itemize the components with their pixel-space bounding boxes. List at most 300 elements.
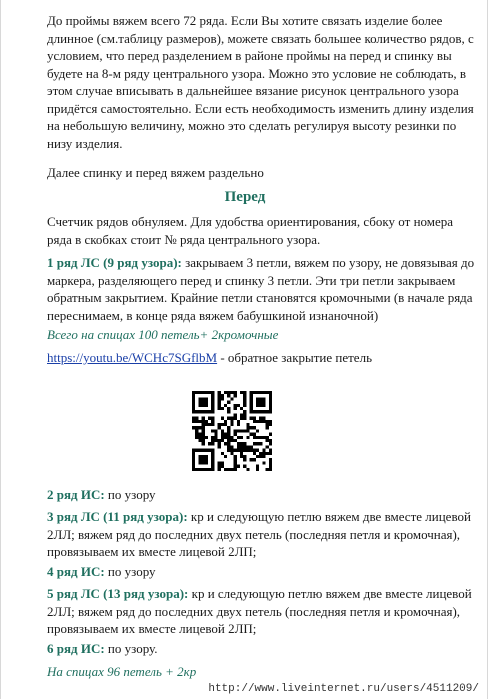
- qr-module: [227, 410, 230, 413]
- row-6-label: 6 ряд ИС:: [47, 641, 105, 656]
- qr-module: [218, 401, 221, 404]
- qr-module: [214, 439, 217, 442]
- qr-module: [259, 455, 262, 458]
- qr-module: [208, 468, 211, 471]
- qr-module: [224, 404, 227, 407]
- qr-module: [266, 423, 269, 426]
- qr-module: [224, 423, 227, 426]
- qr-module: [269, 439, 272, 442]
- qr-module: [202, 449, 205, 452]
- qr-module: [218, 397, 221, 400]
- qr-module: [262, 417, 265, 420]
- qr-module: [227, 442, 230, 445]
- qr-module: [227, 449, 230, 452]
- qr-module: [198, 449, 201, 452]
- qr-module: [256, 410, 259, 413]
- qr-module: [192, 426, 195, 429]
- qr-module: [230, 436, 233, 439]
- qr-module: [227, 445, 230, 448]
- qr-module: [269, 465, 272, 468]
- watermark-url: http://www.liveinternet.ru/users/4511209/: [208, 683, 479, 695]
- qr-module: [218, 426, 221, 429]
- qr-module: [259, 391, 262, 394]
- qr-module: [192, 397, 195, 400]
- qr-module: [243, 458, 246, 461]
- qr-module: [250, 397, 253, 400]
- qr-module: [259, 417, 262, 420]
- qr-module: [240, 455, 243, 458]
- qr-module: [208, 417, 211, 420]
- qr-module: [198, 420, 201, 423]
- qr-module: [243, 391, 246, 394]
- qr-module: [211, 429, 214, 432]
- qr-module: [205, 391, 208, 394]
- qr-module: [246, 426, 249, 429]
- qr-module: [234, 413, 237, 416]
- qr-module: [243, 413, 246, 416]
- qr-module: [230, 439, 233, 442]
- qr-module: [211, 420, 214, 423]
- qr-module: [269, 458, 272, 461]
- qr-module: [227, 391, 230, 394]
- qr-module: [269, 391, 272, 394]
- qr-module: [227, 439, 230, 442]
- qr-module: [250, 407, 253, 410]
- qr-module: [266, 452, 269, 455]
- qr-module: [227, 429, 230, 432]
- qr-module: [198, 426, 201, 429]
- qr-module: [240, 445, 243, 448]
- qr-module: [205, 449, 208, 452]
- qr-module: [192, 417, 195, 420]
- qr-module: [211, 442, 214, 445]
- qr-module: [218, 445, 221, 448]
- qr-module: [205, 420, 208, 423]
- qr-module: [269, 468, 272, 471]
- qr-module: [198, 410, 201, 413]
- qr-module: [269, 452, 272, 455]
- qr-module: [198, 439, 201, 442]
- qr-module: [202, 410, 205, 413]
- qr-module: [269, 423, 272, 426]
- qr-module: [234, 458, 237, 461]
- qr-module: [246, 449, 249, 452]
- qr-module: [202, 442, 205, 445]
- qr-module: [250, 401, 253, 404]
- qr-module: [192, 449, 195, 452]
- qr-module: [237, 429, 240, 432]
- qr-module: [205, 401, 208, 404]
- qr-module: [253, 410, 256, 413]
- qr-module: [195, 417, 198, 420]
- row-1-text: закрываем 3 петли, вяжем по узору, не довязывая до маркера, разделяющего перед и спинку 3 петли. Эти три петли закрываем обратным закрытием. Крайние петли становятся кромочными (в начале ряда переснимаем, в конце ряда вяжем бабушкиной изнаночной): [47, 255, 475, 323]
- qr-module: [198, 455, 201, 458]
- qr-module: [202, 468, 205, 471]
- qr-module: [208, 449, 211, 452]
- row-6-text: по узору.: [104, 641, 158, 656]
- qr-module: [208, 423, 211, 426]
- qr-module: [202, 455, 205, 458]
- qr-module: [240, 413, 243, 416]
- qr-module: [266, 445, 269, 448]
- qr-module: [227, 401, 230, 404]
- qr-module: [250, 445, 253, 448]
- qr-module: [198, 436, 201, 439]
- video-link-line: [47, 349, 479, 367]
- qr-module: [250, 417, 253, 420]
- qr-module: [224, 433, 227, 436]
- qr-module: [234, 429, 237, 432]
- qr-module: [202, 423, 205, 426]
- qr-module: [224, 468, 227, 471]
- qr-module: [218, 465, 221, 468]
- qr-module: [211, 465, 214, 468]
- qr-module: [192, 458, 195, 461]
- row-4-label: 4 ряд ИС:: [47, 564, 105, 579]
- qr-module: [205, 404, 208, 407]
- qr-module: [192, 410, 195, 413]
- qr-module: [243, 429, 246, 432]
- qr-module: [230, 391, 233, 394]
- qr-module: [262, 461, 265, 464]
- qr-module: [202, 439, 205, 442]
- qr-module: [237, 420, 240, 423]
- qr-module: [243, 455, 246, 458]
- qr-module: [198, 391, 201, 394]
- qr-module: [211, 436, 214, 439]
- qr-module: [211, 397, 214, 400]
- qr-module: [230, 417, 233, 420]
- qr-module: [256, 465, 259, 468]
- qr-module: [211, 461, 214, 464]
- qr-module: [192, 407, 195, 410]
- qr-module: [211, 401, 214, 404]
- qr-module: [221, 407, 224, 410]
- qr-module: [211, 455, 214, 458]
- qr-module: [221, 397, 224, 400]
- qr-module: [262, 452, 265, 455]
- qr-module: [243, 404, 246, 407]
- qr-module: [269, 397, 272, 400]
- qr-module: [243, 401, 246, 404]
- qr-module: [240, 442, 243, 445]
- qr-module: [234, 391, 237, 394]
- row-2-text: по узору: [104, 487, 156, 502]
- qr-module: [211, 391, 214, 394]
- qr-module: [243, 410, 246, 413]
- qr-module: [266, 439, 269, 442]
- qr-module: [218, 404, 221, 407]
- qr-module: [269, 442, 272, 445]
- qr-module: [195, 433, 198, 436]
- separate-note: Далее спинку и перед вяжем раздельно: [47, 165, 264, 180]
- qr-module: [211, 417, 214, 420]
- qr-module: [198, 458, 201, 461]
- qr-module: [205, 410, 208, 413]
- qr-module: [230, 397, 233, 400]
- row-4: [47, 563, 479, 581]
- qr-module: [250, 394, 253, 397]
- qr-module: [256, 449, 259, 452]
- qr-module: [262, 391, 265, 394]
- qr-module: [262, 449, 265, 452]
- qr-module: [195, 468, 198, 471]
- qr-module: [237, 465, 240, 468]
- qr-module: [269, 433, 272, 436]
- total-stitches-2: На спицах 96 петель + 2кр: [47, 664, 197, 679]
- qr-module: [227, 417, 230, 420]
- qr-module: [227, 468, 230, 471]
- qr-module: [256, 442, 259, 445]
- qr-module: [262, 455, 265, 458]
- row-5-text: кр и следующую петлю вяжем две вместе лицевой 2ЛЛ; вяжем ряд до последних двух петель (последняя петля и кромочная), провязываем их вместе лицевой 2ЛП;: [47, 586, 472, 636]
- qr-module: [211, 449, 214, 452]
- qr-module: [230, 445, 233, 448]
- qr-module: [240, 391, 243, 394]
- qr-module: [234, 449, 237, 452]
- qr-module: [208, 442, 211, 445]
- qr-module: [211, 423, 214, 426]
- qr-module: [240, 436, 243, 439]
- qr-module: [237, 445, 240, 448]
- qr-module: [205, 423, 208, 426]
- qr-module: [256, 420, 259, 423]
- qr-module: [202, 401, 205, 404]
- qr-module: [195, 420, 198, 423]
- qr-module: [195, 426, 198, 429]
- qr-module: [256, 401, 259, 404]
- qr-module: [221, 429, 224, 432]
- qr-module: [237, 404, 240, 407]
- qr-module: [230, 468, 233, 471]
- qr-module: [262, 404, 265, 407]
- qr-module: [240, 452, 243, 455]
- qr-module: [211, 404, 214, 407]
- qr-module: [218, 461, 221, 464]
- row-1-label: 1 ряд ЛС (9 ряд узора):: [47, 255, 182, 270]
- qr-module: [224, 455, 227, 458]
- qr-module: [195, 429, 198, 432]
- qr-module: [253, 452, 256, 455]
- qr-module: [246, 436, 249, 439]
- qr-module: [253, 433, 256, 436]
- qr-module: [192, 420, 195, 423]
- qr-module: [243, 397, 246, 400]
- qr-module: [269, 449, 272, 452]
- qr-module: [250, 391, 253, 394]
- qr-module: [246, 445, 249, 448]
- qr-module: [266, 391, 269, 394]
- qr-module: [234, 461, 237, 464]
- qr-module: [224, 442, 227, 445]
- qr-module: [253, 442, 256, 445]
- qr-module: [198, 433, 201, 436]
- row-4-text: по узору: [104, 564, 156, 579]
- qr-module: [234, 404, 237, 407]
- qr-module: [266, 468, 269, 471]
- qr-module: [198, 397, 201, 400]
- qr-module: [202, 426, 205, 429]
- qr-module: [202, 433, 205, 436]
- qr-module: [259, 420, 262, 423]
- qr-module: [195, 449, 198, 452]
- video-link-description: - обратное закрытие петель: [217, 350, 372, 365]
- qr-module: [221, 423, 224, 426]
- qr-module: [221, 439, 224, 442]
- row-6: [47, 640, 479, 658]
- qr-module: [205, 458, 208, 461]
- total-stitches-1: Всего на спицах 100 петель+ 2кромочные: [47, 327, 279, 342]
- qr-module: [230, 423, 233, 426]
- qr-module: [269, 410, 272, 413]
- qr-module: [266, 436, 269, 439]
- row-1: [47, 254, 479, 324]
- qr-module: [256, 455, 259, 458]
- qr-module: [221, 417, 224, 420]
- qr-module: [224, 391, 227, 394]
- qr-module: [240, 429, 243, 432]
- qr-module: [234, 465, 237, 468]
- qr-module: [269, 394, 272, 397]
- qr-module: [237, 442, 240, 445]
- qr-module: [230, 452, 233, 455]
- qr-module: [224, 420, 227, 423]
- qr-module: [266, 426, 269, 429]
- qr-module: [262, 397, 265, 400]
- qr-module: [243, 465, 246, 468]
- qr-module: [195, 391, 198, 394]
- qr-module: [192, 394, 195, 397]
- qr-module: [218, 391, 221, 394]
- qr-module: [259, 452, 262, 455]
- qr-module: [256, 397, 259, 400]
- qr-module: [224, 436, 227, 439]
- qr-module: [246, 423, 249, 426]
- qr-module: [253, 458, 256, 461]
- qr-module: [198, 404, 201, 407]
- qr-module: [230, 420, 233, 423]
- qr-module: [259, 401, 262, 404]
- qr-module: [250, 410, 253, 413]
- qr-module: [269, 461, 272, 464]
- qr-module: [259, 436, 262, 439]
- qr-module: [227, 436, 230, 439]
- qr-module: [218, 394, 221, 397]
- row-5-label: 5 ряд ЛС (13 ряд узора):: [47, 586, 189, 601]
- qr-module: [221, 461, 224, 464]
- qr-module: [211, 394, 214, 397]
- qr-module: [221, 394, 224, 397]
- qr-module: [237, 436, 240, 439]
- qr-module: [211, 458, 214, 461]
- qr-module: [211, 439, 214, 442]
- qr-module: [243, 445, 246, 448]
- qr-module: [256, 429, 259, 432]
- qr-module: [205, 461, 208, 464]
- qr-module: [262, 410, 265, 413]
- qr-module: [195, 436, 198, 439]
- qr-module: [192, 452, 195, 455]
- qr-module: [198, 468, 201, 471]
- qr-module: [192, 455, 195, 458]
- qr-module: [250, 433, 253, 436]
- qr-module: [253, 391, 256, 394]
- row-3-text: кр и следующую петлю вяжем две вместе лицевой 2ЛЛ; вяжем ряд до последних двух петель (последняя петля и кромочная), провязываем их вместе лицевой 2ЛП;: [47, 509, 471, 559]
- qr-module: [202, 429, 205, 432]
- qr-module: [214, 429, 217, 432]
- qr-module: [230, 449, 233, 452]
- row-3: [47, 508, 479, 561]
- qr-module: [234, 468, 237, 471]
- qr-module: [218, 442, 221, 445]
- qr-module: [198, 461, 201, 464]
- qr-module: [221, 433, 224, 436]
- qr-module: [208, 410, 211, 413]
- qr-module: [243, 417, 246, 420]
- qr-module: [221, 436, 224, 439]
- qr-module: [202, 420, 205, 423]
- qr-module: [221, 465, 224, 468]
- qr-module: [202, 397, 205, 400]
- qr-module: [240, 449, 243, 452]
- qr-module: [227, 433, 230, 436]
- qr-module: [253, 426, 256, 429]
- qr-module: [218, 439, 221, 442]
- qr-module: [259, 397, 262, 400]
- qr-module: [227, 407, 230, 410]
- row-3-label: 3 ряд ЛС (11 ряд узора):: [47, 509, 188, 524]
- qr-module: [256, 391, 259, 394]
- qr-module: [256, 436, 259, 439]
- qr-module: [234, 417, 237, 420]
- qr-module: [205, 468, 208, 471]
- qr-module: [234, 394, 237, 397]
- qr-module: [234, 455, 237, 458]
- qr-module: [234, 407, 237, 410]
- row-2-label: 2 ряд ИС:: [47, 487, 105, 502]
- qr-module: [266, 410, 269, 413]
- qr-module: [214, 433, 217, 436]
- qr-module: [192, 468, 195, 471]
- qr-module: [205, 455, 208, 458]
- qr-module: [234, 439, 237, 442]
- qr-module: [243, 449, 246, 452]
- qr-module: [243, 394, 246, 397]
- qr-module: [208, 391, 211, 394]
- qr-module: [227, 426, 230, 429]
- qr-module: [218, 423, 221, 426]
- row-2: [47, 486, 479, 504]
- qr-module: [211, 468, 214, 471]
- qr-code: [192, 391, 272, 471]
- qr-module: [192, 465, 195, 468]
- video-link[interactable]: https://youtu.be/WCHc7SGflbM: [47, 350, 218, 365]
- qr-module: [192, 461, 195, 464]
- qr-module: [269, 420, 272, 423]
- qr-module: [214, 436, 217, 439]
- qr-module: [211, 407, 214, 410]
- qr-module: [205, 436, 208, 439]
- qr-module: [202, 404, 205, 407]
- qr-module: [221, 452, 224, 455]
- qr-module: [256, 468, 259, 471]
- section-heading: Перед: [224, 189, 266, 205]
- qr-module: [246, 429, 249, 432]
- qr-module: [250, 426, 253, 429]
- qr-module: [202, 436, 205, 439]
- qr-module: [259, 442, 262, 445]
- qr-module: [211, 452, 214, 455]
